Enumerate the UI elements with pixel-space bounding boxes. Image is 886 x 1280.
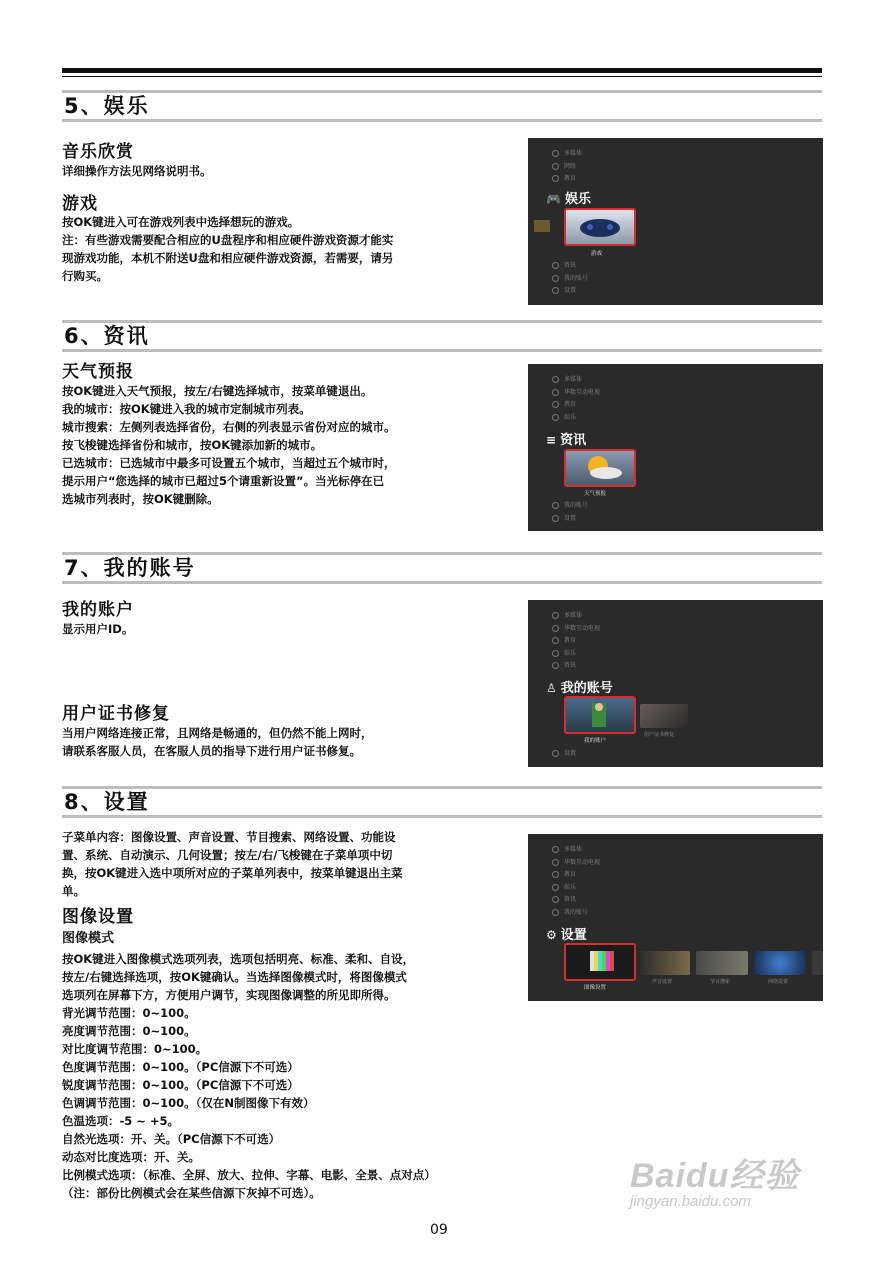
image-mode-text: 按OK键进入图像模式选项列表，选项包括明亮、标准、柔和、自设， 按左/右键选择选项，按OK键确认。当选择图像模式时，将图像模式 选项列在屏幕下方，方便用户调节，实现图像调整的所见即所得。 背光调节范围：0~100。 亮度调节范围：0~100。 对比度调节范围：0~100。 色度调节范围：0~100。（PC信源下不可选） 锐度调节范围：0~100。（PC信源下不可选） 色调调节范围：0~100。（仅在N制图像下有效） 色温选项：-5 ~ +5。 自然光选项：开、关。（PC信源下不可选） 动态对比度选项：开、关。 比例模式选项：（标准、全屏、放大、拉伸、字幕、电影、全景、点对点） （注：部份比例模式会在某些信源下灰掉不可选）。 (62, 952, 436, 1200)
network-settings-tile[interactable] (754, 951, 806, 975)
my-account-tile-label: 我的账户 (584, 738, 607, 744)
sound-settings-tile[interactable] (638, 951, 690, 975)
section-7-title: 7、我的账号 (64, 556, 196, 580)
category-entertainment: 🎮 娱乐 (546, 192, 591, 207)
music-text: 详细操作方法见网络说明书。 (62, 164, 212, 178)
page-number: 09 (430, 1222, 448, 1238)
sun-cloud-icon (566, 451, 634, 485)
baidu-watermark (630, 1148, 799, 1210)
my-account-tile[interactable] (564, 696, 636, 734)
category-settings: ⚙ 设置 (546, 928, 587, 943)
section-6-heading (62, 320, 822, 352)
image-settings-tile[interactable] (564, 943, 636, 981)
cert-repair-tile[interactable] (640, 704, 688, 728)
channel-search-tile[interactable] (696, 951, 748, 975)
menu-above: 多媒体 华数互动电视 教育 娱乐 (552, 374, 600, 424)
weather-tile[interactable] (564, 449, 636, 487)
menu-below: 资讯 我的账号 设置 (552, 260, 588, 298)
game-tile-label: 游戏 (591, 251, 603, 257)
watermark-brand: Baidu经验 (630, 1157, 800, 1195)
section-6-title: 6、资讯 (64, 324, 150, 348)
next-tile (812, 951, 823, 975)
list-icon: ≡ (546, 433, 557, 447)
menu-above: 多媒体 网络 教育 (552, 148, 582, 186)
header-rule-thick (62, 68, 822, 73)
menu-below: 我的账号 设置 (552, 500, 588, 525)
image-settings-tile-label: 图像设置 (584, 985, 607, 991)
weather-title: 天气预报 (62, 362, 134, 382)
section-5-heading (62, 90, 822, 122)
news-screenshot (528, 364, 823, 531)
watermark-url: jingyan.baidu.com (630, 1193, 751, 1210)
channel-search-tile-label: 节目搜索 (710, 979, 731, 985)
prev-tile (534, 220, 550, 232)
account-title: 我的账户 (62, 600, 134, 620)
header-rule-thin (62, 76, 822, 77)
test-pattern-icon (566, 945, 634, 979)
cert-repair-tile-label: 用户证书修复 (644, 732, 675, 738)
gamepad-icon: 🎮 (546, 192, 561, 206)
section-8-heading (62, 786, 822, 818)
game-title: 游戏 (62, 194, 98, 214)
game-tile[interactable] (564, 208, 636, 246)
section-8-title: 8、设置 (64, 790, 150, 814)
menu-below: 设置 (552, 748, 576, 761)
sound-settings-tile-label: 声音设置 (652, 979, 673, 985)
user-icon: ♙ (546, 681, 557, 695)
image-mode-title: 图像模式 (62, 931, 115, 946)
cert-text: 当用户网络连接正常，且网络是畅通的，但仍然不能上网时， 请联系客服人员，在客服人员的指导下进行用户证书修复。 (62, 726, 373, 758)
cert-title: 用户证书修复 (62, 704, 170, 724)
network-settings-tile-label: 网络设置 (768, 979, 789, 985)
section-7-heading (62, 552, 822, 584)
settings-intro: 子菜单内容：图像设置、声音设置、节目搜索、网络设置、功能设 置、系统、自动演示、几何设置；按左/右/飞梭键在子菜单项中切 换，按OK键进入选中项所对应的子菜单列表中，按菜单键退出主菜 单。 (62, 830, 403, 898)
account-text: 显示用户ID。 (62, 622, 134, 636)
account-screenshot (528, 600, 823, 767)
image-settings-title: 图像设置 (62, 907, 134, 927)
menu-above: 多媒体 华数互动电视 教育 娱乐 资讯 我的账号 (552, 844, 600, 920)
controller-icon (566, 210, 634, 244)
menu-above: 多媒体 华数互动电视 教育 娱乐 资讯 (552, 610, 600, 673)
settings-screenshot (528, 834, 823, 1001)
game-text: 按OK键进入可在游戏列表中选择想玩的游戏。 注：有些游戏需要配合相应的U盘程序和相应硬件游戏资源才能实 现游戏功能，本机不附送U盘和相应硬件游戏资源，若需要，请另 行购买。 (62, 215, 394, 283)
weather-text: 按OK键进入天气预报，按左/右键选择城市，按菜单键退出。 我的城市：按OK键进入我的城市定制城市列表。 城市搜索：左侧列表选择省份，右侧的列表显示省份对应的城市。 按飞梭键选择省份和城市，按OK键添加新的城市。 已选城市：已选城市中最多可设置五个城市，当超过五个城市时， 提示用户“您选择的城市已超过5个请重新设置”。当光标停在已 选城市列表时，按OK键删除。 (62, 384, 396, 506)
music-title: 音乐欣赏 (62, 142, 134, 162)
section-5-title: 5、娱乐 (64, 94, 150, 118)
weather-tile-label: 天气预报 (584, 491, 607, 497)
category-news: ≡ 资讯 (546, 433, 587, 448)
entertainment-screenshot (528, 138, 823, 305)
person-icon (566, 698, 634, 732)
category-account: ♙ 我的账号 (546, 681, 613, 696)
gear-icon: ⚙ (546, 928, 557, 942)
